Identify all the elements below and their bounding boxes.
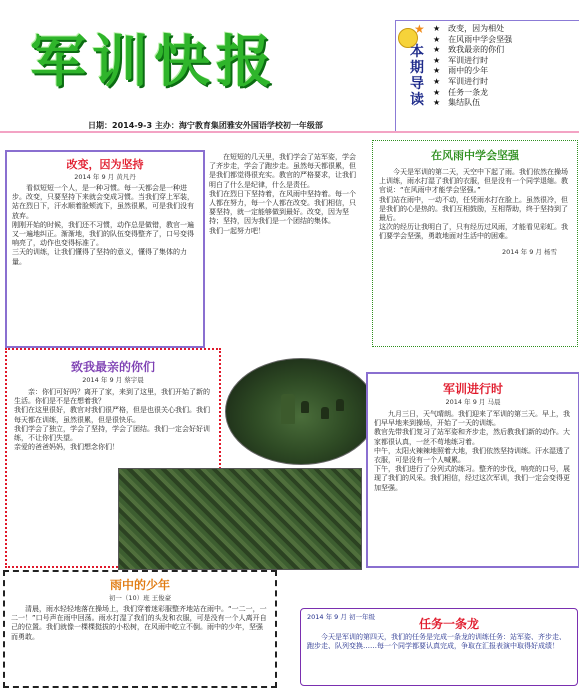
star-icon: ★	[414, 22, 425, 36]
article-change-body-continued: 在短短的几天里，我们学会了站军姿，学会了齐步走，学会了跑步走。虽然每天都很累，但是我们都觉得很充实。教官的严格要求，让我们明白了什么是纪律，什么是责任。 我们在烈日下坚持着，在风雨中坚持着。每一个人都在努力，每一个人都在改变。我们相信，只要坚持，就一定能够做到最好。改变，因为坚持；坚持，因为我们是一个团结的集体。 我们一起努力吧！	[209, 153, 356, 235]
guide-item: ★ 致我最亲的你们	[433, 45, 505, 55]
article-task-box	[300, 608, 578, 686]
article-task-meta: 2014 年 9 月 初一年级	[307, 613, 375, 621]
article-letter-meta: 2014 年 9 月 蔡宇晨	[82, 376, 144, 384]
article-storm-box	[372, 140, 578, 347]
article-storm-body: 今天是军训的第二天，天空中下起了雨。我们依然在操场上训练，雨水打湿了我们的衣服，但是没有一个同学退缩。教官说：“在风雨中才能学会坚强。” 我们站在雨中，一动不动，任凭雨水打在脸上。虽然很冷，但是我们的心是热的。我们互相鼓励，互相帮助，终于坚持到了最后。 这次的经历让我明白了，只有经历过风雨，才能看见彩虹。我们要学会坚强，勇敢地面对生活中的困难。	[379, 168, 568, 241]
student-figure	[336, 399, 344, 411]
article-rain-body: 清晨，雨水轻轻地落在操场上，我们穿着迷彩服整齐地站在雨中。“一二一，一二一！”口号声在雨中回荡。雨水打湿了我们的头发和衣服，可是没有一个人离开自己的位置。我们就像一棵棵挺拔的小松树，在风雨中屹立不倒。雨中的少年，坚强而勇敢。	[11, 605, 267, 641]
article-letter-title: 致我最亲的你们	[70, 360, 155, 374]
guide-title: 本期导读	[410, 44, 424, 108]
guide-item: ★ 改变，因为相处	[433, 24, 505, 33]
article-progress-meta: 2014 年 9 月 马晨	[445, 398, 501, 406]
article-change-body: 看似短短一个人，是一种习惯。每一天都会是一种进步。改变，只要坚持下来就会变成习惯。当我们穿上军装，站在烈日下，汗水顺着脸颊流下，虽然很累，可是我们没有放弃。 刚刚开始的时候，我们还不习惯，动作总是做错，教官一遍又一遍地纠正。渐渐地，我们的队伍变得整齐了，口号变得响亮了，动作也变得标准了。 三天的训练，让我们懂得了坚持的意义，懂得了集体的力量。	[12, 184, 194, 266]
article-task-body: 今天是军训的第四天，我们的任务是完成一条龙的训练任务：站军姿、齐步走、跑步走、队列变换……每一个同学都要认真完成，争取在汇报表演中取得好成绩！	[307, 633, 566, 651]
article-change-box	[5, 150, 205, 348]
article-rain-box	[3, 570, 277, 688]
article-storm-meta: 2014 年 9 月 杨雪	[502, 247, 557, 256]
guide-item: ★ 集结队伍	[433, 98, 481, 108]
article-change-meta: 2014 年 9 月 黄凡丹	[74, 173, 136, 181]
article-rain-meta: 初一（10）班 王俊豪	[108, 594, 172, 602]
student-figure	[321, 407, 329, 419]
student-figure	[301, 401, 309, 413]
article-change-title: 改变，因为坚持	[66, 158, 144, 171]
article-progress-box	[366, 372, 579, 568]
article-change-continued	[205, 150, 365, 344]
guide-item: ★ 任务一条龙	[433, 87, 489, 97]
instructor-figure	[281, 394, 295, 424]
guide-item: ★ 在风雨中学会坚强	[433, 34, 513, 44]
article-rain-title: 雨中的少年	[109, 578, 170, 592]
article-progress-body: 九月三日，天气晴朗。我们迎来了军训的第三天。早上，我们早早地来到操场，开始了一天的训练。 教官先带我们复习了站军姿和齐步走，然后教我们新的动作。大家都很认真，一丝不苟地练习着。 中午，太阳火辣辣地照着大地，我们依然坚持训练。汗水湿透了衣服，可是没有一个人喊累。 下午，我们进行了分列式的练习。整齐的步伐，响亮的口号，展现了我们的风采。我们相信，经过这次军训，我们一定会变得更加坚强。	[374, 410, 570, 492]
formation-photo	[118, 468, 362, 570]
guide-item: ★ 军训进行时	[433, 55, 489, 65]
header-divider	[0, 131, 579, 133]
guide-list	[433, 24, 573, 109]
article-storm-title: 在风雨中学会坚强	[431, 149, 519, 162]
article-letter-body: 亲：你们可好吗？离开了家，来到了这里，我们开始了新的生活。你们是不是在想着我？ 我们在这里很好，教官对我们很严格，但是也很关心我们。我们每天都在训练，虽然很累，但是很快乐。 我们学会了独立，学会了坚持，学会了团结。我们一定会好好训练，不让你们失望。 亲爱的爸爸妈妈，我们想念你们！	[14, 388, 210, 452]
guide-item: ★ 雨中的少年	[433, 66, 489, 76]
guide-item: ★ 军训进行时	[433, 76, 489, 86]
article-task-title: 任务一条龙	[419, 617, 480, 631]
training-photo	[225, 358, 377, 465]
newspaper-title: 军训快报	[30, 30, 278, 95]
article-progress-title: 军训进行时	[442, 382, 503, 396]
date-line: 日期：2014-9-3 主办：海宁教育集团雅安外国语学校初一年级部	[88, 121, 323, 130]
corner-ornament	[366, 372, 378, 384]
